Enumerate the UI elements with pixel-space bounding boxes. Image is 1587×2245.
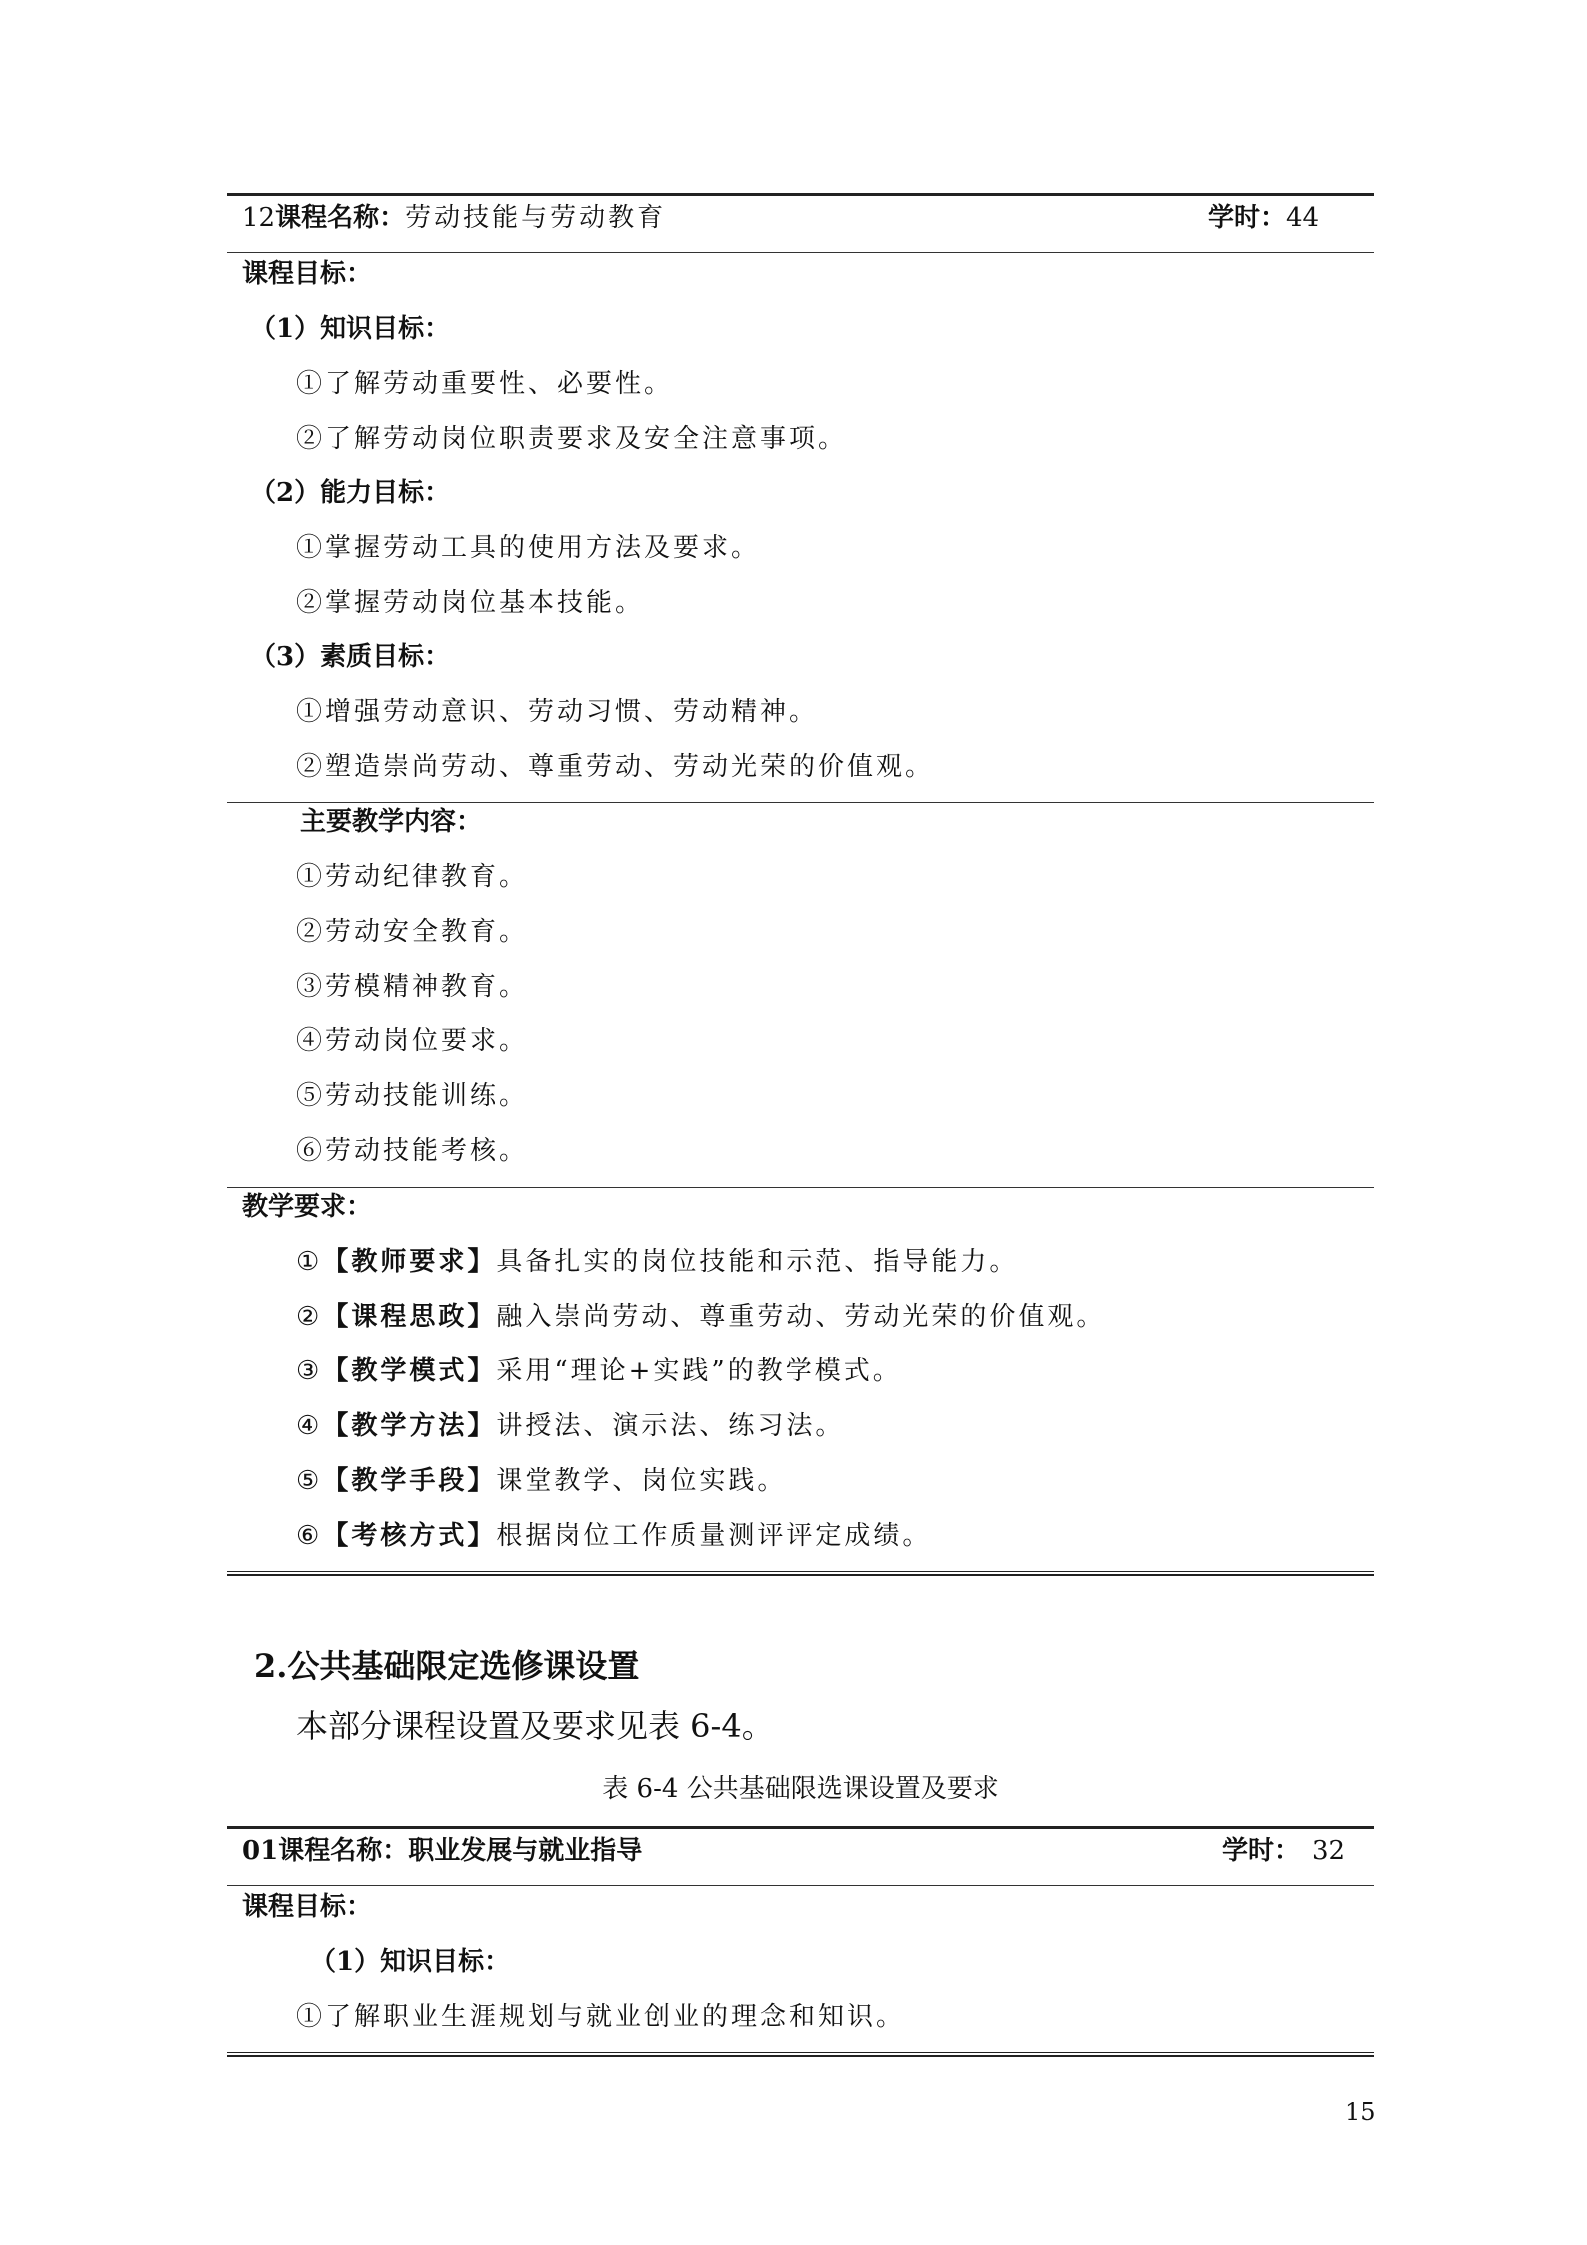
knowledge-label: （1）知识目标： — [250, 314, 451, 344]
requirement-num: ① — [296, 1247, 323, 1277]
requirement-text: 融入崇尚劳动、尊重劳动、劳动光荣的价值观。 — [496, 1302, 1106, 1332]
requirement-tag: 【教学方法】 — [322, 1411, 497, 1441]
course-hours — [1208, 201, 1319, 235]
table-top-rule — [227, 193, 1374, 196]
table-row-rule — [227, 1885, 1374, 1886]
table-row-rule — [227, 1187, 1374, 1188]
section-intro: 本部分课程设置及要求见表 6-4。 — [296, 1707, 774, 1745]
course-number: 12 — [242, 203, 276, 233]
content-label: 主要教学内容： — [300, 807, 483, 837]
content-item: ⑥劳动技能考核。 — [296, 1136, 529, 1166]
knowledge-label: （1）知识目标： — [310, 1947, 511, 1977]
section-heading: 2.公共基础限定选修课设置 — [254, 1647, 640, 1685]
requirement-num: ④ — [296, 1411, 323, 1441]
course-hours — [1222, 1834, 1345, 1868]
requirement-text: 具备扎实的岗位技能和示范、指导能力。 — [496, 1247, 1019, 1277]
ability-label: （2）能力目标： — [250, 478, 451, 508]
knowledge-item: ①了解劳动重要性、必要性。 — [296, 369, 674, 399]
requirement-item — [296, 1245, 1018, 1279]
hours-label: 学时： — [1222, 1836, 1301, 1866]
content-item: ③劳模精神教育。 — [296, 972, 529, 1002]
requirements-label: 教学要求： — [242, 1192, 373, 1222]
requirement-text: 讲授法、演示法、练习法。 — [496, 1411, 845, 1441]
table-bottom-rule — [227, 1571, 1374, 1576]
content-item: ⑤劳动技能训练。 — [296, 1081, 529, 1111]
requirement-num: ② — [296, 1302, 323, 1332]
content-item: ④劳动岗位要求。 — [296, 1026, 529, 1056]
course-header-row — [242, 1834, 642, 1868]
course-header-row — [242, 201, 666, 235]
goals-label: 课程目标： — [242, 259, 373, 289]
requirement-item — [296, 1464, 786, 1498]
requirement-text: 根据岗位工作质量测评评定成绩。 — [496, 1521, 932, 1551]
requirement-item — [296, 1354, 902, 1388]
requirement-text: 采用“理论+实践”的教学模式。 — [496, 1356, 902, 1386]
course-number: 01 — [242, 1836, 279, 1866]
knowledge-item: ①了解职业生涯规划与就业创业的理念和知识。 — [296, 2002, 906, 2032]
table-bottom-rule — [227, 2052, 1374, 2057]
requirement-item — [296, 1300, 1105, 1334]
hours-value: 32 — [1312, 1836, 1346, 1866]
requirement-item — [296, 1519, 931, 1553]
requirement-tag: 【课程思政】 — [322, 1302, 497, 1332]
table-row-rule — [227, 802, 1374, 803]
course-name: 职业发展与就业指导 — [408, 1836, 643, 1866]
knowledge-item: ②了解劳动岗位职责要求及安全注意事项。 — [296, 424, 848, 454]
content-item: ①劳动纪律教育。 — [296, 862, 529, 892]
requirement-item — [296, 1409, 844, 1443]
hours-label: 学时： — [1208, 203, 1287, 233]
hours-value: 44 — [1286, 203, 1320, 233]
course-name: 劳动技能与劳动教育 — [405, 203, 667, 233]
ability-item: ①掌握劳动工具的使用方法及要求。 — [296, 533, 761, 563]
table-top-rule — [227, 1826, 1374, 1829]
requirement-tag: 【教师要求】 — [322, 1247, 497, 1277]
goals-label: 课程目标： — [242, 1892, 373, 1922]
requirement-text: 课堂教学、岗位实践。 — [496, 1466, 787, 1496]
table-row-rule — [227, 252, 1374, 253]
quality-item: ①增强劳动意识、劳动习惯、劳动精神。 — [296, 697, 819, 727]
table-caption: 表 6-4 公共基础限选课设置及要求 — [602, 1774, 999, 1804]
requirement-num: ⑥ — [296, 1521, 323, 1551]
content-item: ②劳动安全教育。 — [296, 917, 529, 947]
requirement-num: ⑤ — [296, 1466, 323, 1496]
ability-item: ②掌握劳动岗位基本技能。 — [296, 588, 645, 618]
requirement-tag: 【教学模式】 — [322, 1356, 497, 1386]
quality-label: （3）素质目标： — [250, 642, 451, 672]
requirement-tag: 【教学手段】 — [322, 1466, 497, 1496]
quality-item: ②塑造崇尚劳动、尊重劳动、劳动光荣的价值观。 — [296, 752, 935, 782]
page-number: 15 — [1345, 2098, 1376, 2126]
course-name-label: 课程名称： — [275, 203, 406, 233]
course-name-label: 课程名称： — [278, 1836, 409, 1866]
requirement-num: ③ — [296, 1356, 323, 1386]
requirement-tag: 【考核方式】 — [322, 1521, 497, 1551]
